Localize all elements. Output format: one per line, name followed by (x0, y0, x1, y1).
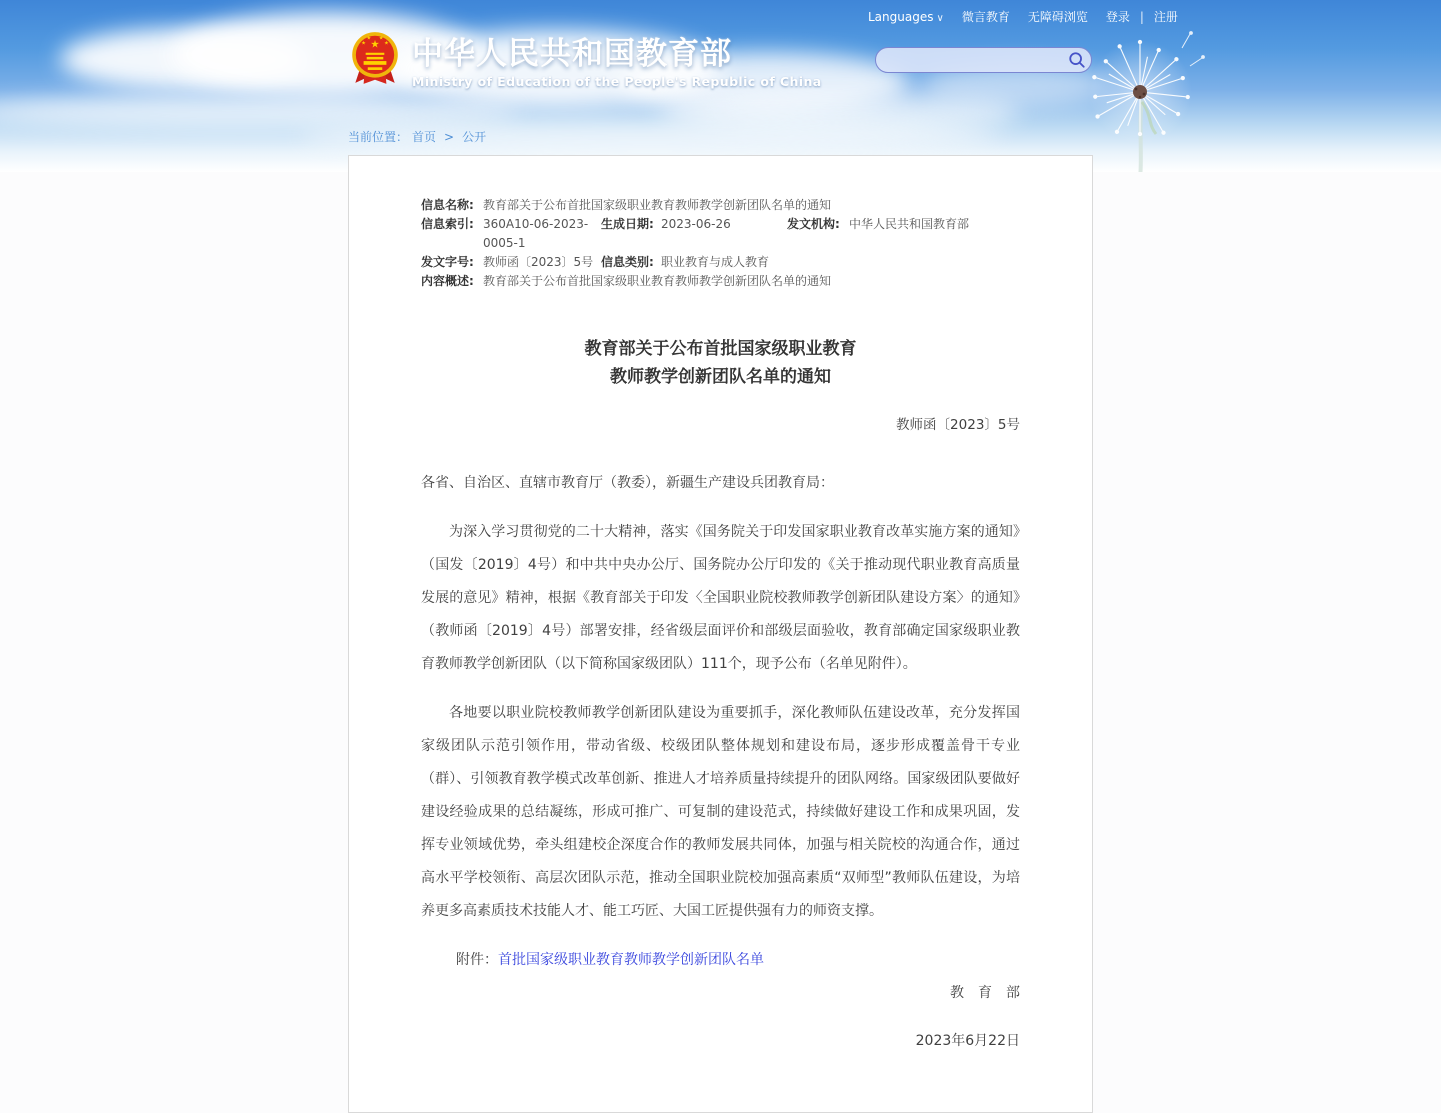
search-bar (875, 47, 1092, 73)
document-title-line1: 教育部关于公布首批国家级职业教育 (584, 339, 857, 359)
topbar-link-login[interactable]: 登录 (1105, 10, 1130, 24)
document-panel (348, 155, 1093, 1113)
breadcrumb (348, 128, 490, 145)
meta-label-category: 信息类别: (601, 255, 654, 269)
languages-label: Languages (868, 9, 934, 24)
meta-value-agency: 中华人民共和国教育部 (849, 217, 970, 231)
breadcrumb-gongkai-link[interactable]: 公开 (462, 130, 487, 144)
svg-text:★: ★ (361, 40, 366, 47)
meta-value-category: 职业教育与成人教育 (661, 255, 770, 269)
attachment-label: 附件： (456, 952, 498, 968)
topbar-divider: | (1139, 9, 1144, 24)
attachment-line (421, 944, 1020, 977)
dandelion-image (1078, 26, 1208, 172)
meta-label-summary: 内容概述: (421, 274, 474, 288)
svg-text:★: ★ (384, 40, 389, 47)
document-date: 2023年6月22日 (915, 1033, 1020, 1049)
meta-row-name (421, 196, 1020, 215)
topbar-link-register[interactable]: 注册 (1153, 10, 1178, 24)
topbar-link-accessibility[interactable]: 无障碍浏览 (1027, 10, 1088, 24)
sky-banner (0, 0, 1441, 172)
chevron-down-icon: ∨ (936, 12, 944, 24)
site-subtitle: Ministry of Education of the People's Republic of China (412, 74, 822, 89)
search-icon (1068, 51, 1086, 69)
meta-label-index: 信息索引: (421, 217, 474, 231)
national-emblem-logo (350, 30, 400, 88)
breadcrumb-separator: > (444, 130, 455, 144)
breadcrumb-home-link[interactable]: 首页 (412, 130, 437, 144)
breadcrumb-label: 当前位置： (348, 130, 409, 144)
svg-text:★: ★ (366, 35, 372, 42)
salutation: 各省、自治区、直辖市教育厅（教委），新疆生产建设兵团教育局： (421, 475, 834, 491)
document-title (421, 335, 1020, 391)
meta-value-index: 360A10-06-2023-0005-1 (483, 217, 589, 250)
svg-text:★: ★ (378, 35, 384, 42)
document-meta (421, 196, 1020, 291)
attachment-link[interactable]: 首批国家级职业教育教师教学创新团队名单 (498, 952, 764, 968)
meta-value-name: 教育部关于公布首批国家级职业教育教师教学创新团队名单的通知 (483, 198, 832, 212)
meta-row-summary (421, 272, 1020, 291)
top-utility-bar (868, 8, 1178, 25)
site-title: 中华人民共和国教育部 (412, 36, 732, 72)
document-number: 教师函〔2023〕5号 (896, 417, 1020, 433)
topbar-link-weiyan-jiaoyu[interactable]: 微言教育 (961, 10, 1010, 24)
signature: 教 育 部 (950, 985, 1020, 1001)
document-title-line2: 教师教学创新团队名单的通知 (610, 367, 831, 387)
meta-row-index-date-agency (421, 215, 1020, 253)
meta-label-date: 生成日期: (601, 217, 654, 231)
meta-label-agency: 发文机构: (787, 217, 840, 231)
meta-value-date: 2023-06-26 (661, 217, 731, 231)
meta-value-docno: 教师函〔2023〕5号 (483, 255, 594, 269)
languages-menu[interactable] (868, 10, 944, 24)
meta-label-name: 信息名称: (421, 198, 474, 212)
paragraph-2: 各地要以职业院校教师教学创新团队建设为重要抓手，深化教师队伍建设改革，充分发挥国家级团队示范引领作用，带动省级、校级团队整体规划和建设布局，逐步形成覆盖骨干专业（群）、引领教育教学模式改革创新、推进人才培养质量持续提升的团队网络。国家级团队要做好建设经验成果的总结凝练，形成可推广、可复制的建设范式，持续做好建设工作和成果巩固，发挥专业领域优势，牵头组建校企深度合作的教师发展共同体，加强与相关院校的沟通合作，通过高水平学校领衔、高层次团队示范，推动全国职业院校加强高素质“双师型”教师队伍建设，为培养更多高素质技术技能人才、能工巧匠、大国工匠提供强有力的师资支撑。 (421, 705, 1020, 919)
paragraph-1: 为深入学习贯彻党的二十大精神，落实《国务院关于印发国家职业教育改革实施方案的通知》（国发〔2019〕4号）和中共中央办公厅、国务院办公厅印发的《关于推动现代职业教育高质量发展的意见》精神，根据《教育部关于印发〈全国职业院校教师教学创新团队建设方案〉的通知》（教师函〔2019〕4号）部署安排，经省级层面评价和部级层面验收，教育部确定国家级职业教育教师教学创新团队（以下简称国家级团队）111个，现予公布（名单见附件）。 (421, 524, 1020, 672)
site-header (350, 30, 822, 89)
meta-row-docno-category (421, 253, 1020, 272)
search-input[interactable] (888, 50, 1063, 70)
meta-label-docno: 发文字号: (421, 255, 474, 269)
meta-value-summary: 教育部关于公布首批国家级职业教育教师教学创新团队名单的通知 (483, 274, 832, 288)
search-button[interactable] (1063, 48, 1091, 72)
svg-text:★: ★ (370, 38, 380, 51)
